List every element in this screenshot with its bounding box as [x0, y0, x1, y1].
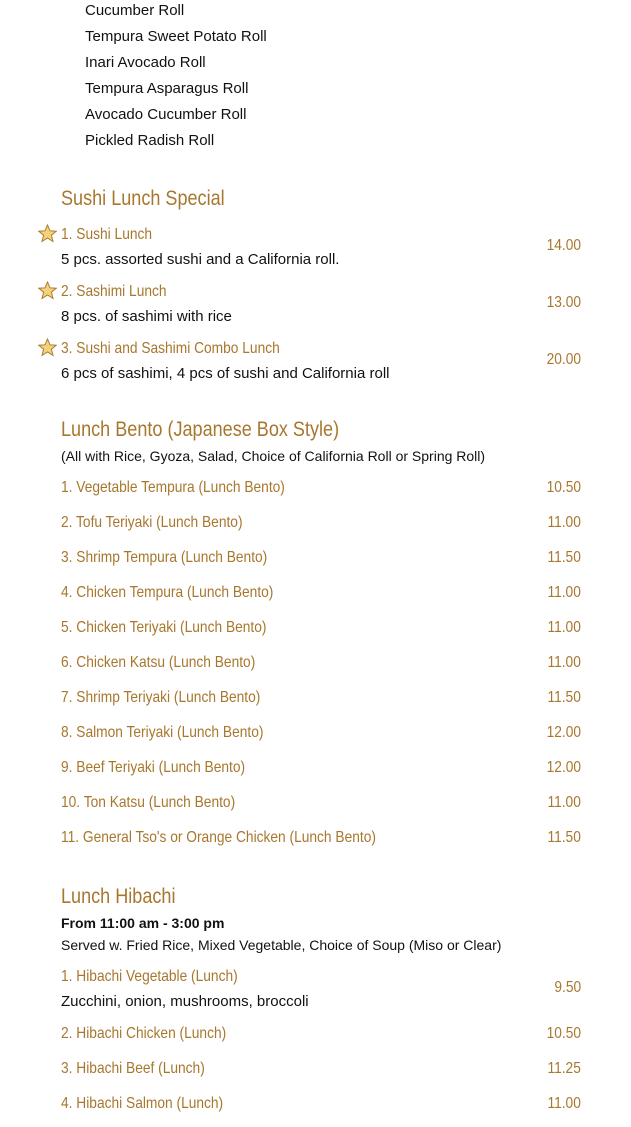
menu-item-description: 6 pcs of sashimi, 4 pcs of sushi and California roll	[61, 365, 390, 382]
star-icon	[38, 338, 57, 357]
menu-item-price: 20.00	[546, 351, 581, 368]
menu-item-name[interactable]: 2. Sashimi Lunch	[61, 283, 167, 300]
menu-item-price: 11.50	[547, 689, 581, 706]
menu-item-name[interactable]: 9. Beef Teriyaki (Lunch Bento)	[61, 759, 246, 776]
menu-item-name[interactable]: 3. Hibachi Beef (Lunch)	[61, 1060, 205, 1077]
menu-item-price: 11.00	[547, 794, 581, 811]
menu-item-name[interactable]: 1. Sushi Lunch	[61, 226, 153, 243]
menu-item-name[interactable]: 2. Hibachi Chicken (Lunch)	[61, 1025, 227, 1042]
section-note: (All with Rice, Gyoza, Salad, Choice of California Roll or Spring Roll)	[61, 448, 486, 464]
menu-item-price: 14.00	[546, 237, 581, 254]
menu-item-roll[interactable]: Pickled Radish Roll	[85, 132, 215, 149]
menu-item-roll[interactable]: Tempura Asparagus Roll	[85, 80, 249, 97]
section-title-hibachi: Lunch Hibachi	[61, 885, 176, 908]
menu-item-name[interactable]: 8. Salmon Teriyaki (Lunch Bento)	[61, 724, 264, 741]
menu-item-name[interactable]: 1. Vegetable Tempura (Lunch Bento)	[61, 479, 285, 496]
menu-item-description: 5 pcs. assorted sushi and a California roll.	[61, 251, 340, 268]
menu-item-price: 11.50	[547, 549, 581, 566]
menu-item-name[interactable]: 5. Chicken Teriyaki (Lunch Bento)	[61, 619, 267, 636]
menu-item-roll[interactable]: Inari Avocado Roll	[85, 54, 206, 71]
menu-item-roll[interactable]: Cucumber Roll	[85, 2, 185, 19]
menu-item-price: 11.50	[547, 829, 581, 846]
menu-item-price: 12.00	[546, 724, 581, 741]
menu-item-price: 11.00	[547, 654, 581, 671]
menu-item-name[interactable]: 4. Hibachi Salmon (Lunch)	[61, 1095, 224, 1112]
menu-item-name[interactable]: 10. Ton Katsu (Lunch Bento)	[61, 794, 236, 811]
menu-item-name[interactable]: 3. Sushi and Sashimi Combo Lunch	[61, 340, 280, 357]
section-note: Served w. Fried Rice, Mixed Vegetable, Choice of Soup (Miso or Clear)	[61, 937, 502, 953]
menu-item-description: 8 pcs. of sashimi with rice	[61, 308, 232, 325]
star-icon	[38, 281, 57, 300]
menu-item-name[interactable]: 3. Shrimp Tempura (Lunch Bento)	[61, 549, 268, 566]
menu-item-name[interactable]: 6. Chicken Katsu (Lunch Bento)	[61, 654, 256, 671]
menu-item-name[interactable]: 4. Chicken Tempura (Lunch Bento)	[61, 584, 274, 601]
menu-item-description: Zucchini, onion, mushrooms, broccoli	[61, 993, 309, 1010]
menu-item-name[interactable]: 2. Tofu Teriyaki (Lunch Bento)	[61, 514, 243, 531]
menu-item-price: 11.25	[547, 1060, 581, 1077]
menu-item-roll[interactable]: Tempura Sweet Potato Roll	[85, 28, 267, 45]
section-title-sushi-lunch: Sushi Lunch Special	[61, 187, 225, 210]
menu-item-price: 12.00	[546, 759, 581, 776]
menu-item-price: 11.00	[547, 619, 581, 636]
menu-item-name[interactable]: 11. General Tso's or Orange Chicken (Lunch Bento)	[61, 829, 376, 846]
menu-item-name[interactable]: 7. Shrimp Teriyaki (Lunch Bento)	[61, 689, 261, 706]
menu-item-price: 10.50	[546, 1025, 581, 1042]
menu-item-name[interactable]: 1. Hibachi Vegetable (Lunch)	[61, 968, 238, 985]
section-title-bento: Lunch Bento (Japanese Box Style)	[61, 418, 340, 441]
menu-item-price: 13.00	[546, 294, 581, 311]
star-icon	[38, 224, 57, 243]
menu-item-price: 10.50	[546, 479, 581, 496]
menu-item-roll[interactable]: Avocado Cucumber Roll	[85, 106, 247, 123]
menu-item-price: 9.50	[554, 979, 581, 996]
menu-item-price: 11.00	[547, 514, 581, 531]
menu-item-price: 11.00	[547, 584, 581, 601]
section-hours: From 11:00 am - 3:00 pm	[61, 915, 225, 931]
menu-item-price: 11.00	[547, 1095, 581, 1112]
